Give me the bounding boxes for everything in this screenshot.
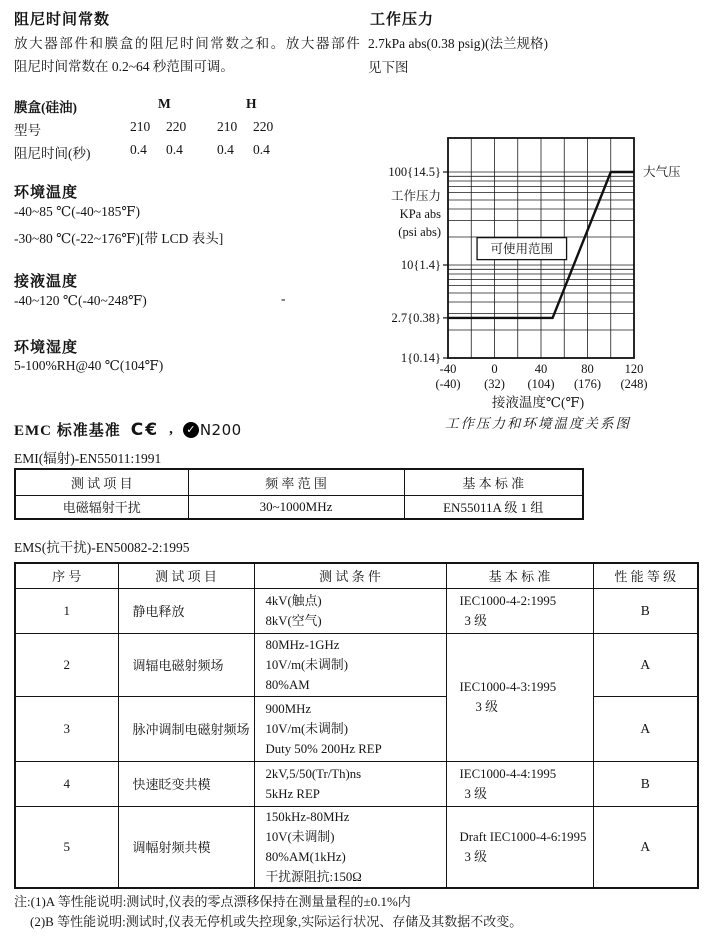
ems-row-3 [15,696,698,761]
condition-line: 4kV(触点) [265,593,322,608]
stray-mark: - [281,291,286,306]
footnote-1: 注:(1)A 等性能说明:测试时,仪表的零点漂移保持在测量量程的±0.1%内 [14,894,411,909]
svg-text:(psi abs): (psi abs) [398,225,441,239]
svg-text:40: 40 [534,362,548,376]
condition-line: 80MHz-1GHz [265,637,340,652]
damping-heading: 阻尼时间常数 [14,12,111,28]
svg-text:120: 120 [624,362,644,376]
ems-test-item: 静电释放 [118,588,254,633]
emc-heading: EMC 标准基准 [14,423,121,439]
emi-header-item: 测 试 项 目 [15,469,188,495]
ems-basic-standard [446,588,593,633]
standard-line: IEC1000-4-4:1995 [459,766,557,781]
ambient-humidity-heading: 环境湿度 [14,340,79,356]
process-temperature-heading: 接液温度 [14,274,79,290]
ems-test-conditions [254,761,446,806]
capsule-table [14,96,354,166]
svg-text:2.7{0.38}: 2.7{0.38} [391,310,441,325]
emc-heading-row [14,419,242,440]
ems-test-conditions [254,806,446,888]
svg-text:1{0.14}: 1{0.14} [400,351,441,365]
ems-header-no: 序 号 [15,563,118,588]
working-pressure-heading: 工作压力 [370,12,435,28]
ems-basic-standard [446,761,593,806]
ems-basic-standard-merged [446,633,593,761]
svg-text:(176): (176) [573,377,602,391]
damping-line2: 阻尼时间常数在 0.2~64 秒范围可调。 [14,59,234,74]
ems-header-item: 测 试 项 目 [118,563,254,588]
emi-table-header-row [15,469,583,495]
ambient-humidity-line1: 5-100%RH@40 ℃(104℉) [14,358,164,373]
standard-line: 3 级 [464,849,487,864]
emi-table [14,468,584,520]
ems-basic-standard [446,806,593,888]
standard-line: 3 级 [475,700,498,714]
svg-text:KPa abs: KPa abs [399,207,441,221]
ems-test-conditions [254,633,446,696]
ems-row-1 [15,588,698,633]
damping-value: 0.4 [253,142,270,157]
condition-line: 8kV(空气) [265,613,322,628]
capsule-group-h: H [246,96,257,111]
ce-mark-icon: C€ [130,419,160,440]
ems-row-5 [15,806,698,888]
ems-test-conditions [254,588,446,633]
pressure-temperature-chart [386,128,708,418]
footnote-2: (2)B 等性能说明:测试时,仪表无停机或失控现象,实际运行状况、存储及其数据不改变。 [30,914,523,929]
svg-text:10{1.4}: 10{1.4} [400,258,441,272]
condition-line: 干扰源阻抗:150Ω [265,869,362,884]
svg-text:(248): (248) [620,377,648,391]
emi-item: 电磁辐射干扰 [15,495,188,519]
standard-line: IEC1000-4-2:1995 [459,593,557,608]
ems-row-number: 3 [15,696,118,761]
model-value: 210 [130,119,151,134]
working-pressure-line1: 2.7kPa abs(0.38 psig)(法兰规格) [368,36,548,51]
process-temperature-line1: -40~120 ℃(-40~248℉) [14,293,147,308]
damping-line1: 放大器部件和膜盒的阻尼时间常数之和。放大器部件 [14,36,362,51]
ems-row-4 [15,761,698,806]
ems-performance-grade: A [593,806,698,888]
emi-table-row [15,495,583,519]
svg-text:(32): (32) [484,377,505,391]
ems-test-item: 脉冲调制电磁射频场 [118,696,254,761]
emi-standard-line: EMI(辐射)-EN55011:1991 [14,451,162,466]
ems-performance-grade: B [593,588,698,633]
model-row-label: 型号 [14,123,41,138]
damping-value: 0.4 [217,142,234,157]
standard-line: 3 级 [464,613,487,628]
condition-line: 10V(未调制) [265,829,335,844]
chart-canvas [386,128,708,394]
svg-text:0: 0 [491,362,498,376]
ems-test-item: 调幅射频共模 [118,806,254,888]
condition-line: 900MHz [265,701,311,716]
capsule-header-label: 膜盒(硅油) [14,100,77,115]
ambient-temperature-line1: -40~85 ℃(-40~185℉) [14,204,140,219]
svg-text:-40: -40 [439,362,457,376]
svg-text:80: 80 [581,362,594,376]
emi-standard: EN55011A 级 1 组 [404,495,583,519]
condition-line: 80%AM(1kHz) [265,849,346,864]
ems-performance-grade: A [593,633,698,696]
ems-row-number: 4 [15,761,118,806]
ambient-temperature-heading: 环境温度 [14,185,79,201]
damping-value: 0.4 [166,142,183,157]
ctick-label: N200 [199,420,242,439]
svg-text:100{14.5}: 100{14.5} [388,165,441,179]
ems-header-standard: 基 本 标 准 [446,563,593,588]
ctick-check-icon: ✓ [183,422,199,438]
ems-test-item: 调辐电磁射频场 [118,633,254,696]
ctick-mark [183,421,242,439]
condition-line: Duty 50% 200Hz REP [265,741,382,756]
ems-test-item: 快速眨变共模 [118,761,254,806]
ems-table-header-row [15,563,698,588]
capsule-group-m: M [158,96,171,111]
chart-x-axis-label: 接液温度℃(℉) [491,395,585,410]
damping-row-label: 阻尼时间(秒) [14,146,91,161]
working-pressure-line2: 见下图 [368,60,409,75]
emi-header-standard: 基 本 标 准 [404,469,583,495]
chart-title: 工作压力和环境温度关系图 [445,416,631,431]
emi-range: 30~1000MHz [188,495,404,519]
ems-row-number: 2 [15,633,118,696]
model-value: 220 [166,119,187,134]
ems-header-grade: 性 能 等 级 [593,563,698,588]
ems-standard-line: EMS(抗干扰)-EN50082-2:1995 [14,540,190,555]
ems-row-number: 1 [15,588,118,633]
standard-line: Draft IEC1000-4-6:1995 [459,829,587,844]
svg-text:工作压力: 工作压力 [390,189,441,203]
svg-text:(104): (104) [527,377,555,391]
condition-line: 10V/m(未调制) [265,721,348,736]
damping-value: 0.4 [130,142,147,157]
ems-row-2 [15,633,698,696]
ems-table [14,562,699,889]
condition-line: 150kHz-80MHz [265,809,350,824]
ems-performance-grade: A [593,696,698,761]
ambient-temperature-line2: -30~80 ℃(-22~176℉)[带 LCD 表头] [14,231,224,246]
ems-performance-grade: B [593,761,698,806]
ems-header-condition: 测 试 条 件 [254,563,446,588]
svg-text:可使用范围: 可使用范围 [490,242,554,257]
condition-line: 10V/m(未调制) [265,657,348,672]
svg-text:大气压: 大气压 [643,165,681,179]
ems-row-number: 5 [15,806,118,888]
emi-header-range: 频 率 范 围 [188,469,404,495]
svg-text:(-40): (-40) [435,377,461,391]
ems-test-conditions [254,696,446,761]
separator: , [169,421,173,437]
standard-line: IEC1000-4-3:1995 [459,680,557,694]
model-value: 210 [217,119,238,134]
model-value: 220 [253,119,274,134]
standard-line: 3 级 [464,786,487,801]
condition-line: 5kHz REP [265,786,320,801]
condition-line: 2kV,5/50(Tr/Th)ns [265,766,362,781]
condition-line: 80%AM [265,677,310,692]
